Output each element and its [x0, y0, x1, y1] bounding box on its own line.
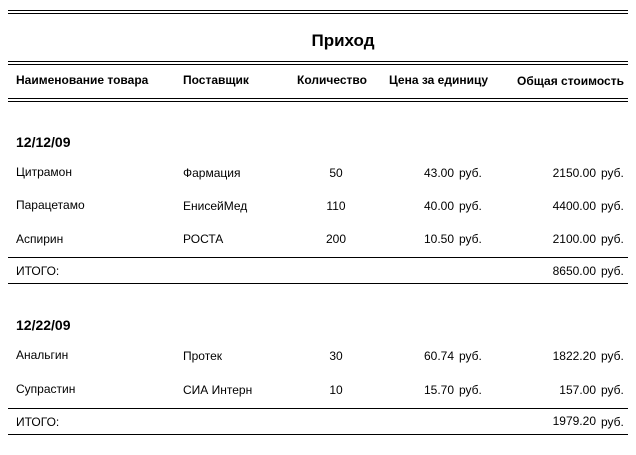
group-total-top-rule — [8, 408, 628, 409]
product-name: Цитрамон — [16, 165, 72, 179]
currency-label: руб. — [601, 383, 624, 397]
group-total-value: 8650.00 — [552, 264, 596, 278]
group-total-top-rule — [8, 257, 628, 258]
currency-label: руб. — [601, 232, 624, 246]
unit-price-value: 40.00 — [423, 199, 454, 213]
column-header-unit-price: Цена за единицу — [389, 73, 488, 87]
column-header-supplier: Поставщик — [183, 73, 249, 87]
total-value: 157.00 — [559, 383, 596, 397]
quantity-value: 10 — [329, 383, 343, 397]
currency-label: руб. — [459, 232, 482, 246]
header-bottom-rule — [8, 98, 628, 99]
currency-label: руб. — [601, 349, 624, 363]
product-name: Аспирин — [16, 232, 64, 246]
group-total-value: 1979.20 — [552, 414, 596, 428]
currency-label: руб. — [601, 166, 624, 180]
supplier-name: ЕнисейМед — [183, 199, 248, 213]
unit-price-value: 10.50 — [423, 232, 454, 246]
header-top-rule — [8, 61, 628, 62]
group-date: 12/12/09 — [16, 134, 71, 150]
supplier-name: СИА Интерн — [183, 383, 253, 397]
unit-price-value: 60.74 — [423, 349, 454, 363]
top-rule-2 — [8, 13, 628, 14]
column-header-product: Наименование товара — [16, 73, 149, 87]
product-name: Анальгин — [16, 348, 69, 362]
supplier-name: Протек — [183, 349, 222, 363]
product-name: Супрастин — [16, 382, 76, 396]
total-value: 2150.00 — [552, 166, 596, 180]
quantity-value: 50 — [329, 166, 343, 180]
group-total-label: ИТОГО: — [16, 264, 60, 278]
column-header-total: Общая стоимость — [517, 74, 624, 88]
currency-label: руб. — [459, 166, 482, 180]
group-total-bottom-rule — [8, 434, 628, 435]
currency-label: руб. — [459, 349, 482, 363]
currency-label: руб. — [601, 199, 624, 213]
supplier-name: Фармация — [183, 166, 241, 180]
header-bottom-rule-2 — [8, 101, 628, 102]
total-value: 1822.20 — [552, 349, 596, 363]
unit-price-value: 15.70 — [423, 383, 454, 397]
quantity-value: 30 — [329, 349, 343, 363]
currency-label: руб. — [601, 415, 624, 429]
currency-label: руб. — [459, 383, 482, 397]
unit-price-value: 43.00 — [423, 166, 454, 180]
group-total-label: ИТОГО: — [16, 415, 60, 429]
currency-label: руб. — [601, 264, 624, 278]
report-title: Приход — [311, 31, 375, 50]
column-header-quantity: Количество — [297, 73, 367, 87]
total-value: 4400.00 — [552, 199, 596, 213]
quantity-value: 200 — [325, 232, 347, 246]
group-date: 12/22/09 — [16, 317, 71, 333]
currency-label: руб. — [459, 199, 482, 213]
product-name: Парацетамо — [16, 198, 85, 212]
group-total-bottom-rule — [8, 283, 628, 284]
quantity-value: 110 — [326, 199, 346, 213]
total-value: 2100.00 — [552, 232, 596, 246]
top-rule — [8, 10, 628, 11]
supplier-name: РОСТА — [183, 232, 224, 246]
header-top-rule-2 — [8, 64, 628, 65]
